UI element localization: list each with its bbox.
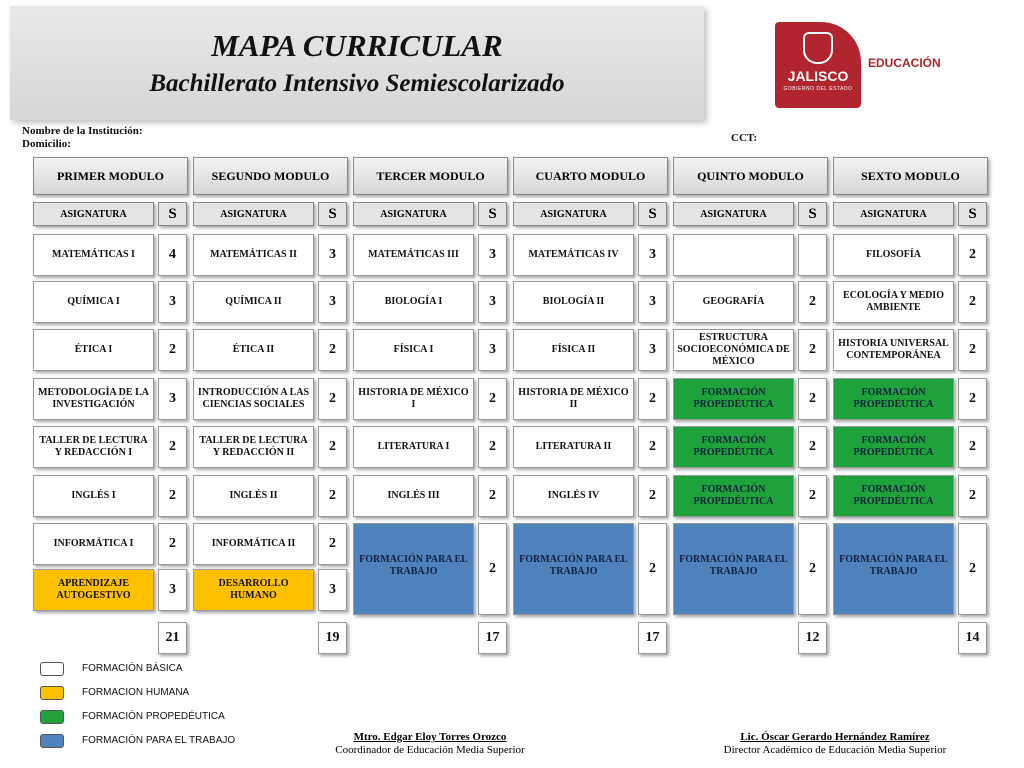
page-subtitle: Bachillerato Intensivo Semiescolarizado xyxy=(149,70,565,97)
subject-cell: FORMACIÓN PROPEDÉUTICA xyxy=(673,426,794,468)
module-total: 19 xyxy=(318,622,347,654)
subject-hours: 2 xyxy=(958,281,987,323)
subject-cell: FORMACIÓN PROPEDÉUTICA xyxy=(673,378,794,420)
subject-hours: 2 xyxy=(638,378,667,420)
module-total: 14 xyxy=(958,622,987,654)
subject-hours: 2 xyxy=(478,378,507,420)
subject-cell: BIOLOGÍA II xyxy=(513,281,634,323)
module-header: TERCER MODULO xyxy=(353,157,508,195)
subject-hours: 2 xyxy=(798,475,827,517)
subject-column-header: ASIGNATURA xyxy=(33,202,154,226)
subject-cell: HISTORIA UNIVERSAL CONTEMPORÁNEA xyxy=(833,329,954,371)
s-column-header: S xyxy=(158,202,187,226)
legend-label: FORMACION HUMANA xyxy=(82,687,190,698)
subject-hours: 2 xyxy=(798,378,827,420)
subject-hours: 2 xyxy=(638,475,667,517)
legend-swatch xyxy=(40,686,64,700)
logo-text: JALISCO xyxy=(787,68,849,84)
module-total: 21 xyxy=(158,622,187,654)
subject-column-header: ASIGNATURA xyxy=(193,202,314,226)
subject-hours: 2 xyxy=(318,426,347,468)
subject-cell: TALLER DE LECTURA Y REDACCIÓN I xyxy=(33,426,154,468)
module-header: PRIMER MODULO xyxy=(33,157,188,195)
s-column-header: S xyxy=(798,202,827,226)
subject-column-header: ASIGNATURA xyxy=(513,202,634,226)
legend-swatch xyxy=(40,662,64,676)
subject-hours: 2 xyxy=(158,329,187,371)
subject-hours: 3 xyxy=(158,378,187,420)
subject-cell: LITERATURA II xyxy=(513,426,634,468)
jalisco-logo xyxy=(775,22,861,108)
subject-hours: 2 xyxy=(318,475,347,517)
subject-cell: GEOGRAFÍA xyxy=(673,281,794,323)
s-column-header: S xyxy=(318,202,347,226)
subject-cell: INGLÉS III xyxy=(353,475,474,517)
subject-hours: 3 xyxy=(158,281,187,323)
subject-cell: FÍSICA I xyxy=(353,329,474,371)
subject-cell: INFORMÁTICA II xyxy=(193,523,314,565)
s-column-header: S xyxy=(638,202,667,226)
subject-hours: 2 xyxy=(958,426,987,468)
subject-hours: 3 xyxy=(158,569,187,611)
subject-cell: ÉTICA II xyxy=(193,329,314,371)
module-total: 12 xyxy=(798,622,827,654)
subject-cell: LITERATURA I xyxy=(353,426,474,468)
subject-cell: QUÍMICA I xyxy=(33,281,154,323)
logo-department: EDUCACIÓN xyxy=(868,56,941,70)
s-column-header: S xyxy=(958,202,987,226)
legend-label: FORMACIÓN PARA EL TRABAJO xyxy=(82,735,236,746)
subject-hours: 3 xyxy=(318,234,347,276)
subject-hours: 2 xyxy=(798,329,827,371)
subject-cell: QUÍMICA II xyxy=(193,281,314,323)
module-total: 17 xyxy=(478,622,507,654)
subject-hours: 3 xyxy=(638,234,667,276)
subject-column-header: ASIGNATURA xyxy=(353,202,474,226)
subject-cell: ESTRUCTURA SOCIOECONÓMICA DE MÉXICO xyxy=(673,329,794,371)
module-header: SEGUNDO MODULO xyxy=(193,157,348,195)
subject-cell: FILOSOFÍA xyxy=(833,234,954,276)
signature-name-1: Mtro. Edgar Eloy Torres Orozco xyxy=(353,731,507,743)
logo-subtext: GOBIERNO DEL ESTADO xyxy=(783,86,853,92)
subject-hours: 2 xyxy=(798,523,827,615)
subject-cell: MATEMÁTICAS I xyxy=(33,234,154,276)
cct-label: CCT: xyxy=(731,132,758,144)
subject-hours: 3 xyxy=(318,281,347,323)
subject-cell: INGLÉS IV xyxy=(513,475,634,517)
subject-hours: 3 xyxy=(638,329,667,371)
subject-cell: METODOLOGÍA DE LA INVESTIGACIÓN xyxy=(33,378,154,420)
signature-role-1: Coordinador de Educación Media Superior xyxy=(335,744,525,756)
subject-cell: MATEMÁTICAS II xyxy=(193,234,314,276)
subject-cell: DESARROLLO HUMANO xyxy=(193,569,314,611)
subject-hours: 3 xyxy=(478,281,507,323)
legend-swatch xyxy=(40,710,64,724)
subject-cell: APRENDIZAJE AUTOGESTIVO xyxy=(33,569,154,611)
subject-hours: 4 xyxy=(158,234,187,276)
subject-hours: 2 xyxy=(318,329,347,371)
subject-cell: INGLÉS I xyxy=(33,475,154,517)
s-column-header: S xyxy=(478,202,507,226)
subject-hours: 2 xyxy=(958,378,987,420)
subject-hours: 2 xyxy=(478,475,507,517)
subject-cell: FORMACIÓN PROPEDÉUTICA xyxy=(833,426,954,468)
subject-hours: 3 xyxy=(318,569,347,611)
subject-hours: 2 xyxy=(318,378,347,420)
address-label: Domicilio: xyxy=(22,138,71,150)
subject-hours: 2 xyxy=(478,523,507,615)
subject-cell: TALLER DE LECTURA Y REDACCIÓN II xyxy=(193,426,314,468)
subject-cell: FORMACIÓN PROPEDÉUTICA xyxy=(673,475,794,517)
subject-cell: BIOLOGÍA I xyxy=(353,281,474,323)
subject-hours: 2 xyxy=(958,475,987,517)
subject-hours: 2 xyxy=(158,475,187,517)
subject-cell: FORMACIÓN PARA EL TRABAJO xyxy=(513,523,634,615)
subject-hours: 2 xyxy=(958,523,987,615)
module-header: CUARTO MODULO xyxy=(513,157,668,195)
subject-hours: 3 xyxy=(638,281,667,323)
subject-hours: 2 xyxy=(158,523,187,565)
subject-cell: INTRODUCCIÓN A LAS CIENCIAS SOCIALES xyxy=(193,378,314,420)
crest-icon xyxy=(803,32,833,64)
subject-cell: ÉTICA I xyxy=(33,329,154,371)
subject-cell: FORMACIÓN PARA EL TRABAJO xyxy=(353,523,474,615)
module-header: SEXTO MODULO xyxy=(833,157,988,195)
subject-cell: ECOLOGÍA Y MEDIO AMBIENTE xyxy=(833,281,954,323)
subject-hours: 2 xyxy=(318,523,347,565)
subject-cell: FORMACIÓN PARA EL TRABAJO xyxy=(833,523,954,615)
subject-cell: FORMACIÓN PROPEDÉUTICA xyxy=(833,378,954,420)
subject-hours: 2 xyxy=(798,281,827,323)
subject-column-header: ASIGNATURA xyxy=(833,202,954,226)
legend-label: FORMACIÓN BÁSICA xyxy=(82,663,183,674)
subject-hours: 2 xyxy=(958,329,987,371)
subject-cell: FORMACIÓN PARA EL TRABAJO xyxy=(673,523,794,615)
subject-cell: HISTORIA DE MÉXICO II xyxy=(513,378,634,420)
subject-cell: MATEMÁTICAS III xyxy=(353,234,474,276)
institution-label: Nombre de la Institución: xyxy=(22,125,143,137)
page-title: MAPA CURRICULAR xyxy=(211,28,503,63)
legend-label: FORMACIÓN PROPEDÉUTICA xyxy=(82,711,225,722)
subject-cell: INFORMÁTICA I xyxy=(33,523,154,565)
subject-hours: 2 xyxy=(798,426,827,468)
subject-hours: 2 xyxy=(158,426,187,468)
subject-hours: 3 xyxy=(478,234,507,276)
signature-name-2: Lic. Óscar Gerardo Hernández Ramírez xyxy=(740,731,930,743)
subject-cell xyxy=(673,234,794,276)
subject-hours: 2 xyxy=(958,234,987,276)
subject-hours: 3 xyxy=(478,329,507,371)
subject-cell: FÍSICA II xyxy=(513,329,634,371)
subject-cell: FORMACIÓN PROPEDÉUTICA xyxy=(833,475,954,517)
module-total: 17 xyxy=(638,622,667,654)
subject-hours: 2 xyxy=(638,523,667,615)
subject-cell: INGLÉS II xyxy=(193,475,314,517)
module-header: QUINTO MODULO xyxy=(673,157,828,195)
signature-role-2: Director Académico de Educación Media Superior xyxy=(723,744,947,756)
subject-cell: MATEMÁTICAS IV xyxy=(513,234,634,276)
subject-cell: HISTORIA DE MÉXICO I xyxy=(353,378,474,420)
subject-hours: 2 xyxy=(638,426,667,468)
subject-hours xyxy=(798,234,827,276)
subject-column-header: ASIGNATURA xyxy=(673,202,794,226)
legend-swatch xyxy=(40,734,64,748)
subject-hours: 2 xyxy=(478,426,507,468)
